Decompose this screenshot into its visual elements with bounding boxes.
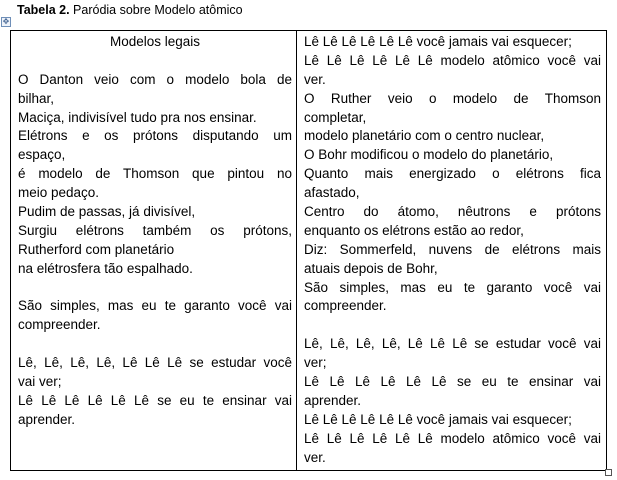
verse-line: é modelo de Thomson que pintou no: [18, 166, 292, 182]
verse-line: compreender.: [18, 317, 101, 333]
verse-line: Lê Lê Lê Lê Lê Lê se eu te ensinar vai: [304, 374, 601, 390]
verse-line: compreender.: [304, 298, 387, 314]
table-resize-handle[interactable]: [605, 469, 612, 476]
verse-line: Lê Lê Lê Lê Lê Lê modelo atômico você vai: [304, 430, 601, 446]
verse-line: enquanto os elétrons estão ao redor,: [304, 222, 524, 238]
verse-line: Maciça, indivisível tudo pra nos ensinar.: [18, 109, 257, 125]
left-column: [18, 33, 292, 430]
verse-line: ver;: [304, 355, 327, 371]
verse-line: afastado,: [304, 185, 360, 201]
verse-line: Lê Lê Lê Lê Lê Lê você jamais vai esquecer;: [304, 34, 572, 49]
verse-line: ver.: [304, 449, 326, 465]
verse-line: Lê, Lê, Lê, Lê, Lê Lê Lê se estudar você vai: [304, 336, 601, 352]
verse-line: vai ver;: [18, 374, 62, 390]
verse-line: Modelos legais: [109, 34, 201, 49]
verse-line: Centro do átomo, nêutrons e prótons: [304, 204, 601, 220]
verse-line: O Bohr modificou o modelo do planetário,: [304, 147, 554, 163]
verse-line: Lê Lê Lê Lê Lê Lê se eu te ensinar vai: [18, 392, 292, 408]
verse-line: [18, 52, 292, 71]
caption-text: Paródia sobre Modelo atômico: [69, 3, 243, 17]
verse-line: modelo planetário com o centro nuclear,: [304, 128, 545, 144]
verse-line: Elétrons e os prótons disputando um: [18, 128, 292, 144]
verse-line: O Ruther veio o modelo de Thomson: [304, 90, 601, 106]
verse-line: Lê, Lê, Lê, Lê, Lê Lê Lê se estudar você: [18, 355, 292, 371]
verse-line: meio pedaço.: [18, 185, 100, 201]
verse-line: São simples, mas eu te garanto você vai: [304, 279, 601, 295]
verse-line: [18, 335, 292, 354]
verse-line: Lê Lê Lê Lê Lê Lê você jamais vai esquecer;: [304, 411, 572, 427]
column-divider: [296, 31, 297, 470]
verse-line: [304, 316, 601, 335]
verse-line: espaço,: [18, 147, 66, 163]
verse-line: [18, 279, 292, 298]
verse-line: bilhar,: [18, 90, 55, 106]
table-move-handle-icon[interactable]: ✥: [2, 17, 10, 26]
verse-line: Pudim de passas, já divisível,: [18, 204, 196, 220]
verse-line: O Danton veio com o modelo bola de: [18, 71, 292, 87]
caption-label: Tabela 2.: [17, 3, 70, 17]
verse-line: aprender.: [304, 392, 362, 408]
verse-line: Lê Lê Lê Lê Lê Lê modelo atômico você vai: [304, 52, 601, 68]
verse-line: Quanto mais energizado o elétrons fica: [304, 166, 601, 182]
table-caption: [17, 2, 243, 18]
verse-line: aprender.: [18, 411, 76, 427]
right-column: [304, 33, 601, 467]
verse-line: ver.: [304, 71, 326, 87]
verse-line: Diz: Sommerfeld, nuvens de elétrons mais: [304, 241, 601, 257]
verse-line: na elétrosfera tão espalhado.: [18, 260, 193, 276]
verse-line: atuais depois de Bohr,: [304, 260, 438, 276]
verse-line: Rutherford com planetário: [18, 241, 175, 257]
verse-line: completar,: [304, 109, 367, 125]
verse-line: Surgiu elétrons também os prótons,: [18, 222, 292, 238]
parody-table: [10, 30, 607, 471]
verse-line: São simples, mas eu te garanto você vai: [18, 298, 292, 314]
